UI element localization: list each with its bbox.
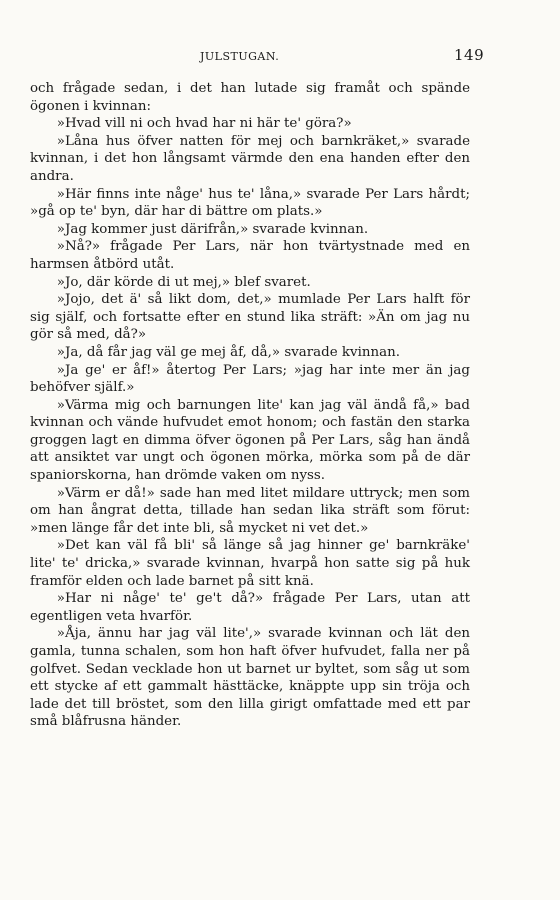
- paragraph: »Låna hus öfver natten för mej och barnkräket,» svarade kvinnan, i det hon långsamt värmde den ena handen efter den andra.: [30, 133, 470, 184]
- paragraph: »Värma mig och barnungen lite' kan jag väl ändå få,» bad kvinnan och vände hufvudet emot honom; och fastän den starka groggen lagt en dimma öfver ögonen på Per Lars, såg han ändå att ansiktet var ungt och ögonen mörka, mörka som på de där spaniorskorna, han drömde vaken om nyss.: [30, 397, 470, 484]
- page-header: [30, 42, 485, 68]
- paragraph: »Jag kommer just därifrån,» svarade kvinnan.: [56, 221, 369, 237]
- paragraph: »Jo, där körde di ut mej,» blef svaret.: [56, 274, 311, 290]
- paragraph: »Här finns inte någe' hus te' låna,» svarade Per Lars hårdt; »gå op te' byn, där har di bättre om plats.»: [30, 186, 470, 220]
- paragraph: »Värm er då!» sade han med litet mildare uttryck; men som om han ångrat detta, tillade han sedan lika sträft som förut: »men länge får det inte bli, så mycket ni vet det.»: [30, 485, 470, 536]
- paragraph: och frågade sedan, i det han lutade sig framåt och spände ögonen i kvinnan:: [30, 81, 470, 114]
- paragraph: »Har ni någe' te' ge't då?» frågade Per Lars, utan att egentligen veta hvarför.: [30, 591, 470, 624]
- paragraph: »Det kan väl få bli' så länge så jag hinner ge' barnkräke' lite' te' dricka,» svarade kvinnan, hvarpå hon satte sig på huk framför elden och lade barnet på sitt knä.: [30, 538, 470, 589]
- book-page: [30, 42, 485, 731]
- page-number: 149: [454, 46, 485, 64]
- paragraph: »Jojo, det ä' så likt dom, det,» mumlade Per Lars halft för sig själf, och fortsatte efter en stund lika sträft: »Än om jag nu gör så med, då?»: [30, 292, 470, 343]
- paragraph: »Hvad vill ni och hvad har ni här te' göra?»: [56, 116, 352, 132]
- paragraph: »Ja ge' er åf!» återtog Per Lars; »jag har inte mer än jag behöfver själf.»: [30, 362, 470, 396]
- running-title: JULSTUGAN.: [200, 50, 280, 63]
- paragraph: »Ja, då får jag väl ge mej åf, då,» svarade kvinnan.: [56, 344, 400, 360]
- body-text: [30, 80, 470, 731]
- paragraph: »Åja, ännu har jag väl lite',» svarade kvinnan och lät den gamla, tunna schalen, som hon haft öfver hufvudet, falla ner på golfvet. Sedan vecklade hon ut barnet ur byltet, som såg ut som ett stycke af ett gammalt hästtäcke, knäppte upp sin tröja och lade det till bröstet, som den lilla girigt omfattade med ett par små blåfrusna händer.: [30, 626, 470, 730]
- paragraph: »Nå?» frågade Per Lars, när hon tvärtystnade med en harmsen åtbörd utåt.: [30, 239, 470, 272]
